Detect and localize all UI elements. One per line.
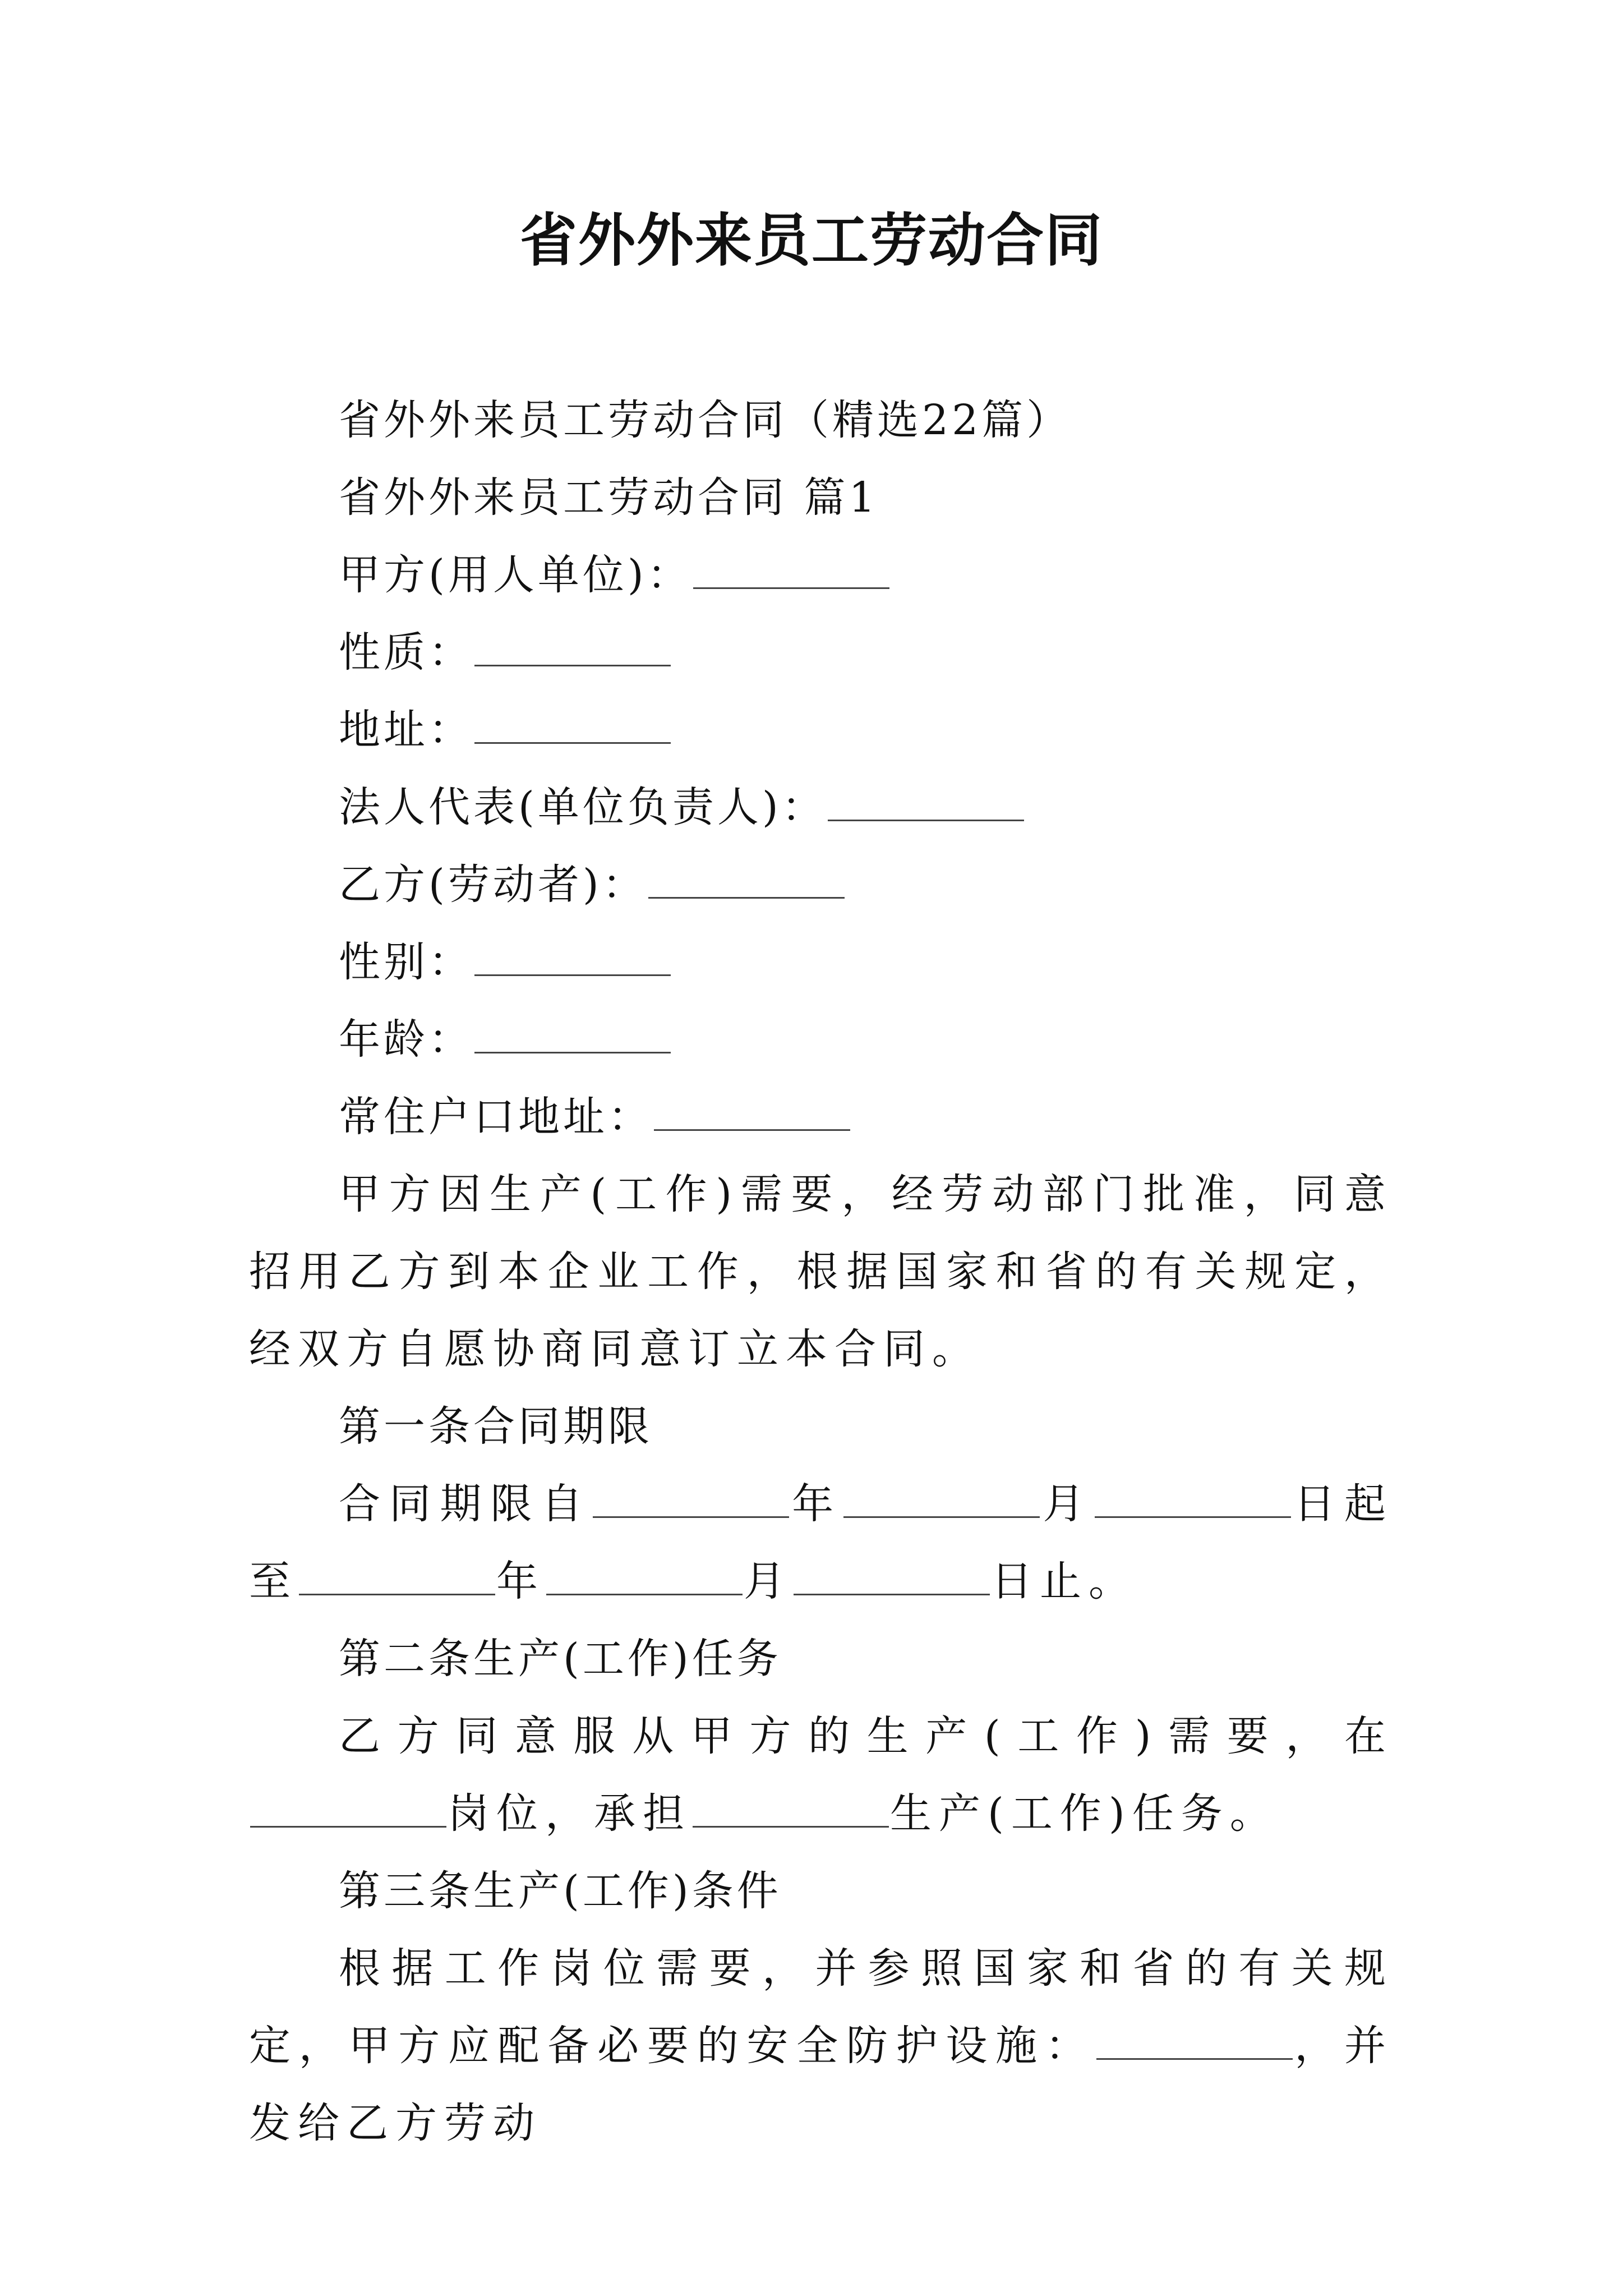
field-age <box>249 1001 1393 1078</box>
blank-line <box>474 630 671 666</box>
text-run: 月 <box>1041 1480 1094 1528</box>
text-run: 生产(工作)任务。 <box>890 1789 1279 1838</box>
text-run: 岗位，承担 <box>448 1789 691 1838</box>
heading-part: 省外外来员工劳动合同 篇1 <box>339 473 879 522</box>
blank-line <box>693 1791 889 1828</box>
document-title: 省外外来员工劳动合同 <box>520 208 1103 274</box>
blank-line <box>474 940 671 976</box>
intro-paragraph: 甲方因生产(工作)需要，经劳动部门批准，同意招用乙方到本企业工作，根据国家和省的有关规定，经双方自愿协商同意订立本合同。 <box>249 1170 1393 1373</box>
blank-line <box>654 1094 850 1131</box>
text-run: 乙方同意服从甲方的生产(工作)需要，在 <box>339 1712 1393 1760</box>
field-party-b <box>249 846 1393 923</box>
field-label: 法人代表(单位负责人)： <box>339 783 827 831</box>
blank-line <box>843 1481 1040 1518</box>
blank-line <box>693 553 889 589</box>
blank-line <box>1096 2023 1293 2060</box>
field-legal-rep <box>249 769 1393 846</box>
text-run: 年 <box>496 1557 545 1605</box>
field-label: 性别： <box>339 938 473 986</box>
text-run: 合同期限自 <box>339 1480 592 1528</box>
field-gender <box>249 923 1393 1001</box>
blank-line <box>1095 1481 1291 1518</box>
article-1-body <box>249 1465 1393 1620</box>
document-body <box>249 381 1393 2162</box>
field-label: 乙方(劳动者)： <box>339 861 647 909</box>
blank-line <box>474 707 671 744</box>
blank-line <box>648 862 845 899</box>
field-residence <box>249 1078 1393 1156</box>
field-party-a <box>249 536 1393 614</box>
text-run: 日起至 <box>249 1480 1394 1605</box>
article-2-title: 第二条生产(工作)任务 <box>339 1635 782 1683</box>
field-nature <box>249 614 1393 691</box>
blank-line <box>593 1481 789 1518</box>
text-run: 根据工作岗位需要，并参照国家和省的有关规定，甲方应配备必要的安全防护设施： <box>249 1944 1393 2070</box>
field-label: 性质： <box>339 628 473 677</box>
text-run: 日止。 <box>991 1557 1137 1605</box>
text-run: 年 <box>790 1480 843 1528</box>
blank-line <box>828 785 1024 821</box>
blank-line <box>794 1559 990 1595</box>
article-2-body <box>249 1697 1393 1852</box>
article-3-body <box>249 1930 1393 2162</box>
field-label: 常住户口地址： <box>339 1093 653 1141</box>
text-run: 月 <box>744 1557 792 1605</box>
field-label: 甲方(用人单位)： <box>339 551 692 599</box>
field-label: 年龄： <box>339 1015 473 1064</box>
field-label: 地址： <box>339 706 473 754</box>
heading-selected: 省外外来员工劳动合同（精选22篇） <box>339 396 1072 444</box>
text-run: ，并发给乙方劳动 <box>249 2022 1394 2147</box>
field-address <box>249 691 1393 769</box>
blank-line <box>250 1791 446 1828</box>
blank-line <box>474 1017 671 1053</box>
blank-line <box>299 1559 495 1595</box>
article-3-title: 第三条生产(工作)条件 <box>339 1867 782 1915</box>
article-1-title: 第一条合同期限 <box>339 1402 653 1451</box>
blank-line <box>546 1559 743 1595</box>
